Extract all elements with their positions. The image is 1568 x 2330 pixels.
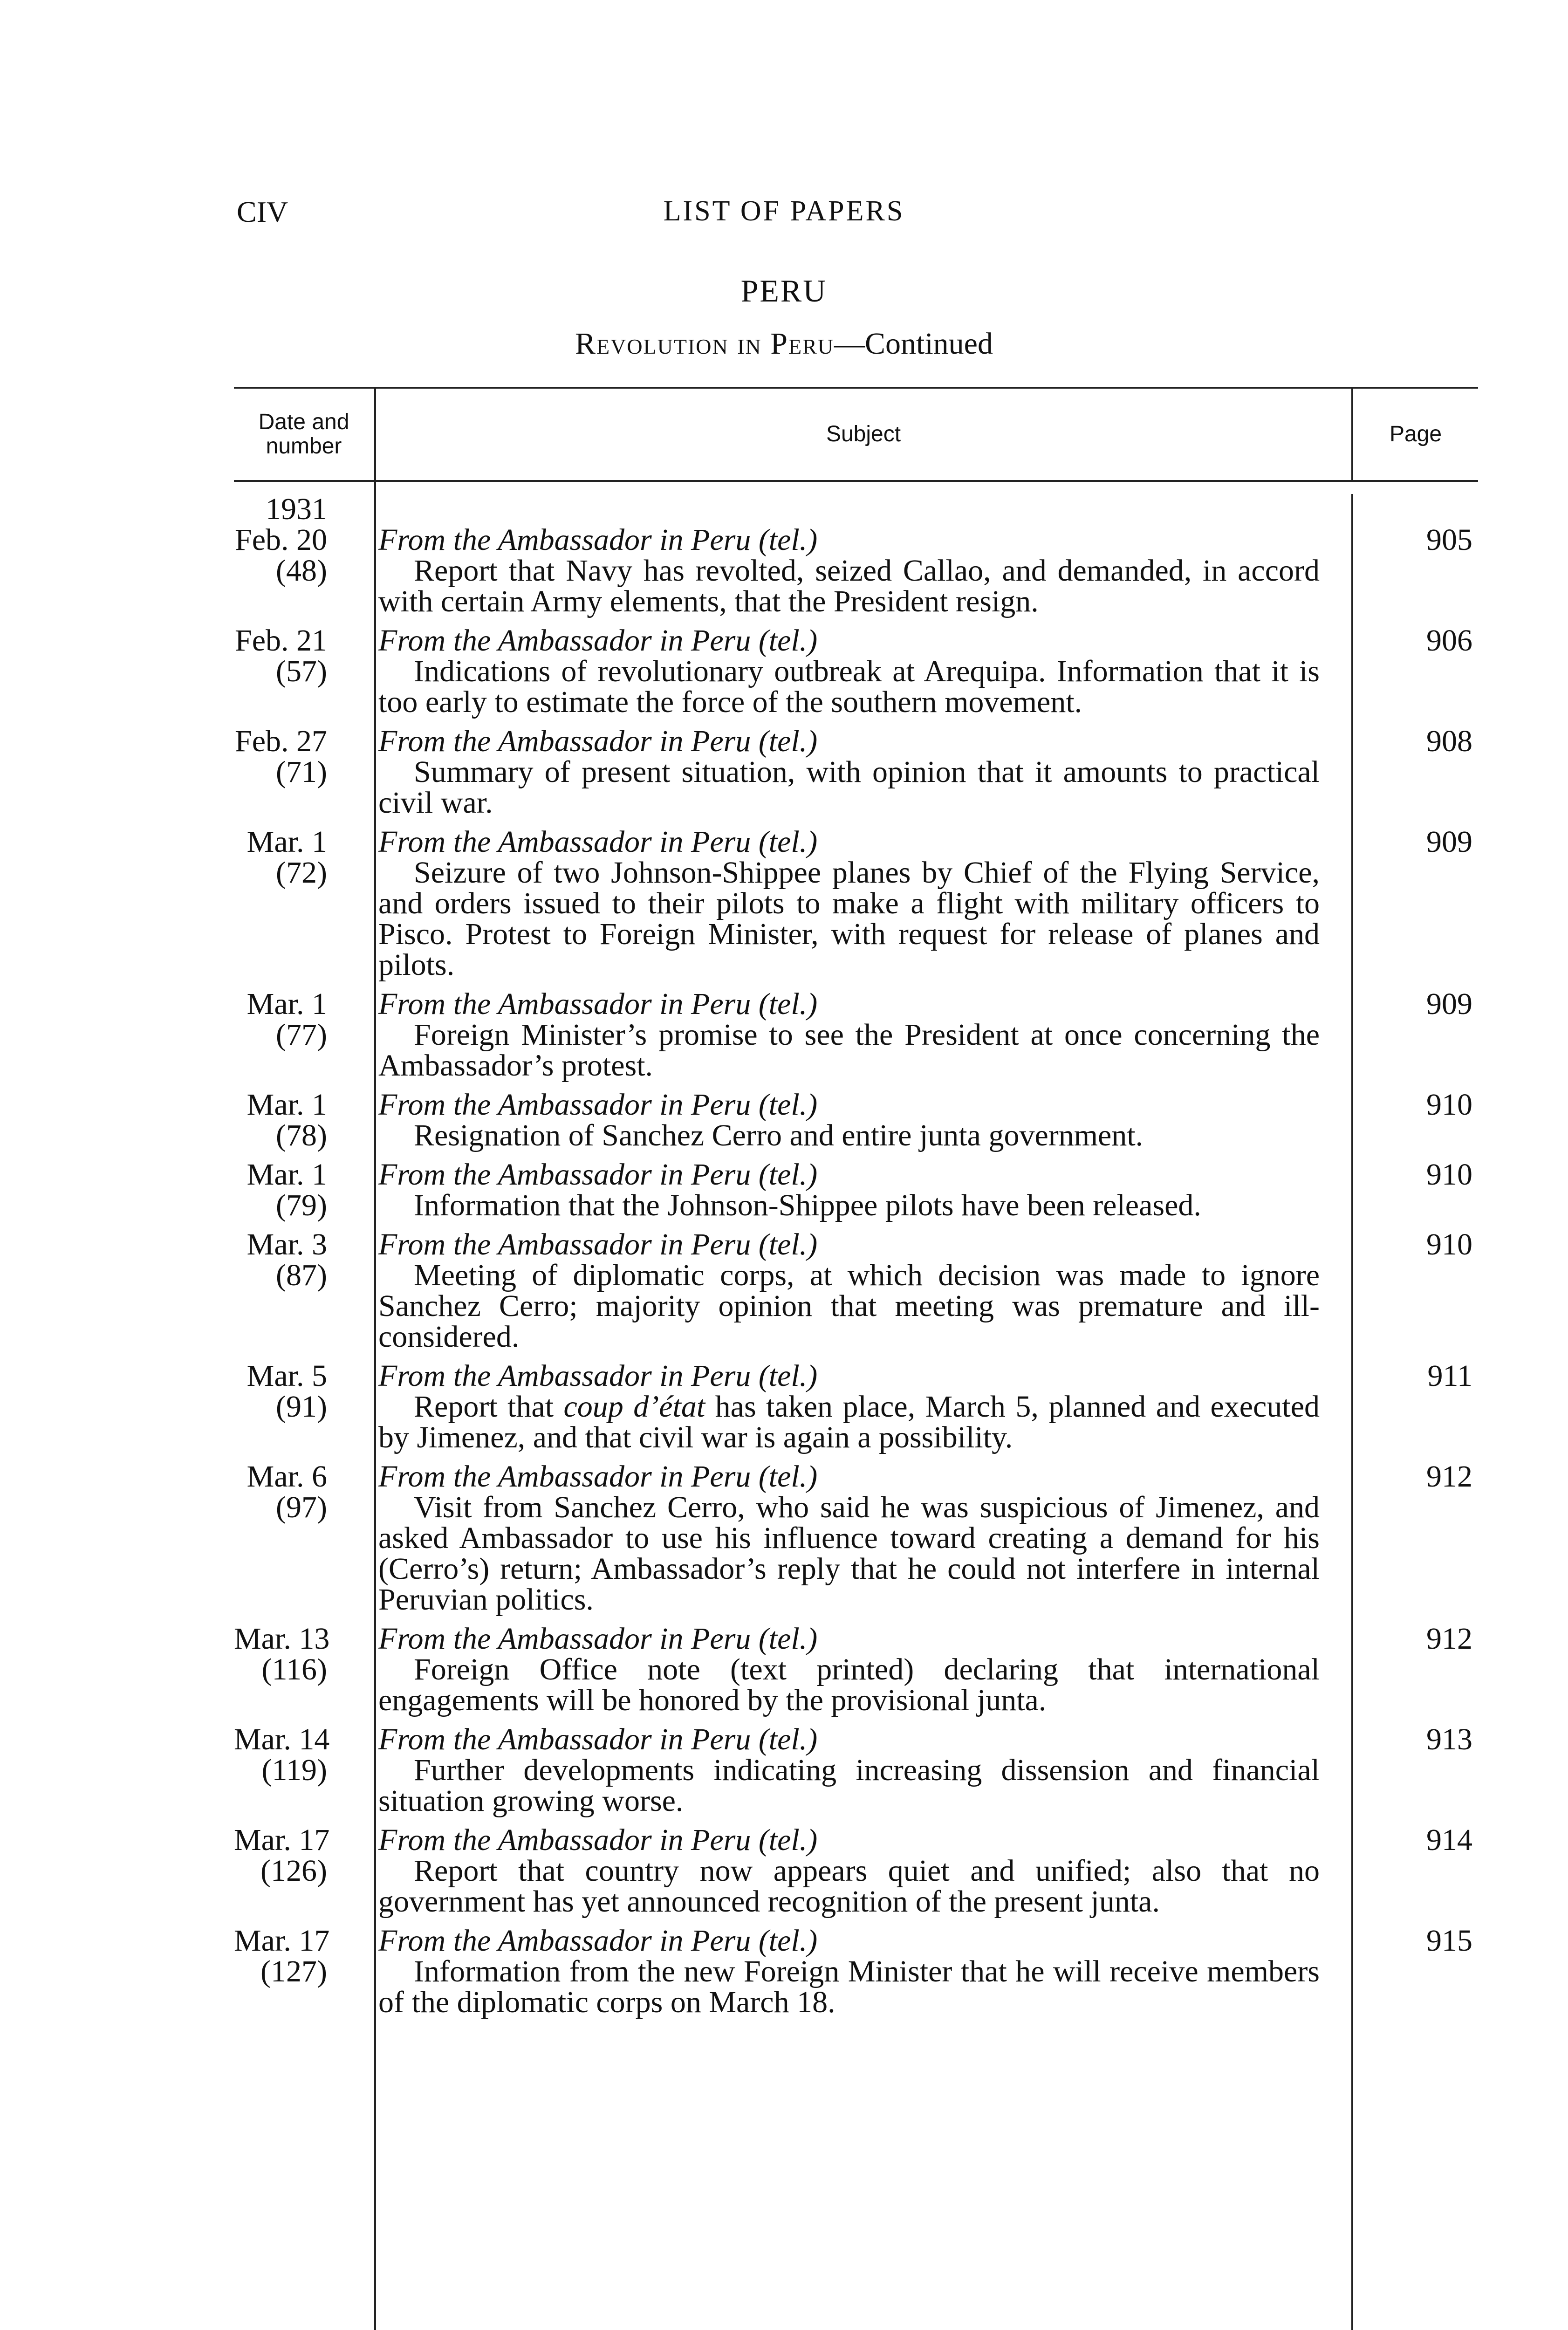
entry-date: Mar. 13: [234, 1622, 330, 1656]
entry-description: Foreign Office note (text printed) declaring that international engagements will be honored by the provisional junta.: [378, 1652, 1320, 1717]
entry-date: Mar. 17: [234, 1924, 330, 1958]
entry-subject: [360, 1090, 1320, 1151]
entry-number: (87): [276, 1258, 327, 1292]
column-header-subject: Subject: [826, 422, 901, 446]
entry-date-number: [234, 625, 360, 718]
entry-from: From the Ambassador in Peru (tel.): [378, 624, 818, 658]
entry-description-part: Report that: [414, 1390, 564, 1424]
entry-subject: [360, 1461, 1320, 1615]
entry-date: Feb. 21: [235, 624, 327, 658]
entry-description: [378, 1391, 1320, 1453]
entry-date-number: [234, 827, 360, 980]
entry-number: (77): [276, 1018, 327, 1052]
entry-description: Further developments indicating increasing dissension and financial situation growing worse.: [378, 1753, 1320, 1818]
entry-description: Information from the new Foreign Minister that he will receive members of the diplomatic corps on March 18.: [378, 1954, 1320, 2019]
running-title: LIST OF PAPERS: [663, 195, 905, 227]
entry-description: Resignation of Sanchez Cerro and entire junta government.: [414, 1118, 1143, 1152]
entry-page: 914: [1426, 1823, 1472, 1857]
entry-from: From the Ambassador in Peru (tel.): [378, 1823, 818, 1857]
entry-subject: [360, 726, 1320, 818]
entry-subject: [360, 1926, 1320, 2018]
entry-from: From the Ambassador in Peru (tel.): [378, 1622, 818, 1656]
entry-page: 905: [1426, 523, 1472, 557]
entry-page: 912: [1426, 1460, 1472, 1494]
entry-subject: [360, 1159, 1320, 1221]
entry-page: 911: [1427, 1359, 1472, 1393]
entry-number: (97): [276, 1490, 327, 1524]
entry-subject: [360, 827, 1320, 980]
entry-from: From the Ambassador in Peru (tel.): [378, 1924, 818, 1958]
section-title: PERU: [740, 273, 828, 308]
entry-from: From the Ambassador in Peru (tel.): [378, 724, 818, 758]
entry-from: From the Ambassador in Peru (tel.): [378, 1460, 818, 1494]
entry-date: Mar. 17: [234, 1823, 330, 1857]
entry-subject: [360, 1229, 1320, 1352]
table-row: [234, 726, 1478, 818]
entry-page: 909: [1426, 987, 1472, 1021]
entry-date-number: [234, 1926, 360, 2018]
entry-subject: [360, 625, 1320, 718]
entry-subject: [360, 1624, 1320, 1716]
entry-date: Mar. 6: [246, 1460, 327, 1494]
entry-date-number: [234, 1229, 360, 1352]
entry-date: Mar. 1: [246, 987, 327, 1021]
table-row: [234, 625, 1478, 718]
entry-date-number: [234, 1724, 360, 1816]
entry-number: (78): [276, 1118, 327, 1152]
entry-from: From the Ambassador in Peru (tel.): [378, 1722, 818, 1756]
entry-description-italic: coup d’état: [563, 1390, 705, 1424]
column-header-page: Page: [1389, 422, 1442, 446]
subsection-title-continued: —Continued: [834, 327, 993, 361]
entry-page: 906: [1426, 624, 1472, 658]
entry-description-part: has taken place, March 5, planned and executed by Jimenez, and that civil war is again a possibility.: [378, 1390, 1320, 1454]
entry-from: From the Ambassador in Peru (tel.): [378, 1359, 818, 1393]
entry-date: Mar. 1: [246, 825, 327, 859]
entry-subject: [360, 1361, 1320, 1453]
entry-from: From the Ambassador in Peru (tel.): [378, 1158, 818, 1192]
entry-number: (119): [261, 1753, 327, 1787]
entry-date-number: [234, 989, 360, 1081]
table-header-bottom-rule: [234, 480, 1478, 482]
entry-from: From the Ambassador in Peru (tel.): [378, 523, 818, 557]
entry-page: 910: [1426, 1227, 1472, 1261]
subsection-title-main: Revolution in Peru: [575, 327, 834, 361]
entry-date: Mar. 1: [246, 1158, 327, 1192]
entry-page: 908: [1426, 724, 1472, 758]
entry-page: 909: [1426, 825, 1472, 859]
table-top-rule: [234, 387, 1478, 389]
entry-description: Indications of revolutionary outbreak at Arequipa. Information that it is too early to estimate the force of the southern movement.: [378, 654, 1320, 719]
entry-number: (116): [261, 1652, 327, 1686]
entry-page: 910: [1426, 1088, 1472, 1122]
entry-number: (127): [260, 1954, 327, 1988]
entry-number: (126): [260, 1854, 327, 1888]
entry-number: (48): [276, 554, 327, 588]
entry-page: 913: [1426, 1722, 1472, 1756]
entry-date: Mar. 5: [246, 1359, 327, 1393]
table-row: [234, 1461, 1478, 1615]
table-row: [234, 1926, 1478, 2018]
entry-page: 915: [1426, 1924, 1472, 1958]
entry-from: From the Ambassador in Peru (tel.): [378, 1227, 818, 1261]
entry-date: Feb. 20: [235, 523, 327, 557]
entry-subject: [360, 1825, 1320, 1917]
papers-table: [234, 494, 1478, 2026]
entry-date-number: [234, 1159, 360, 1221]
entry-date-number: [234, 1361, 360, 1453]
table-row: [234, 827, 1478, 980]
entry-description: Visit from Sanchez Cerro, who said he was suspicious of Jimenez, and asked Ambassador to use his influence toward creating a demand for his (Cerro’s) return; Ambassador’s reply that he could not interfere in internal Peruvian politics.: [378, 1490, 1320, 1617]
column-header-date: Date and number: [258, 410, 349, 459]
entry-subject: [360, 525, 1320, 617]
page-number: CIV: [237, 195, 288, 228]
table-row: [234, 1724, 1478, 1816]
entry-description: Meeting of diplomatic corps, at which decision was made to ignore Sanchez Cerro; majority opinion that meeting was premature and ill-considered.: [378, 1258, 1320, 1354]
entry-date-number: [234, 1090, 360, 1151]
entry-number: (57): [276, 654, 327, 688]
entry-number: (79): [276, 1188, 327, 1222]
entry-page: 912: [1426, 1622, 1472, 1656]
entry-description: Information that the Johnson-Shippee pilots have been released.: [414, 1188, 1201, 1222]
entry-description: Report that Navy has revolted, seized Callao, and demanded, in accord with certain Army elements, that the President resign.: [378, 554, 1320, 618]
table-row: [234, 1229, 1478, 1352]
entry-date-number: [234, 525, 360, 617]
entry-date: Mar. 14: [234, 1722, 330, 1756]
entry-date: Mar. 1: [246, 1088, 327, 1122]
entry-date-number: [234, 1624, 360, 1716]
entry-description: Report that country now appears quiet and unified; also that no government has yet announced recognition of the present junta.: [378, 1854, 1320, 1919]
entry-date-number: [234, 1825, 360, 1917]
table-row: [234, 1159, 1478, 1221]
entry-number: (71): [276, 755, 327, 789]
entry-from: From the Ambassador in Peru (tel.): [378, 825, 818, 859]
table-row: [234, 1361, 1478, 1453]
entry-description: Foreign Minister’s promise to see the President at once concerning the Ambassador’s protest.: [378, 1018, 1320, 1083]
entry-date: Feb. 27: [235, 724, 327, 758]
entry-date: Mar. 3: [246, 1227, 327, 1261]
subsection-title: [0, 326, 1568, 362]
year-label: 1931: [266, 492, 327, 526]
table-row: [234, 1825, 1478, 1917]
entry-description: Summary of present situation, with opinion that it amounts to practical civil war.: [378, 755, 1320, 820]
entry-subject: [360, 1724, 1320, 1816]
entry-description: Seizure of two Johnson-Shippee planes by Chief of the Flying Service, and orders issued to their pilots to make a flight with military officers to Pisco. Protest to Foreign Minister, with request for release of planes and pilots.: [378, 856, 1320, 982]
table-row: [234, 525, 1478, 617]
entry-page: 910: [1426, 1158, 1472, 1192]
entry-number: (72): [276, 856, 327, 890]
table-row: [234, 1624, 1478, 1716]
entry-date-number: [234, 1461, 360, 1615]
table-row: [234, 1090, 1478, 1151]
entry-from: From the Ambassador in Peru (tel.): [378, 1088, 818, 1122]
entry-date-number: [234, 726, 360, 818]
table-row: [234, 989, 1478, 1081]
entry-from: From the Ambassador in Peru (tel.): [378, 987, 818, 1021]
entry-subject: [360, 989, 1320, 1081]
entry-number: (91): [276, 1390, 327, 1424]
